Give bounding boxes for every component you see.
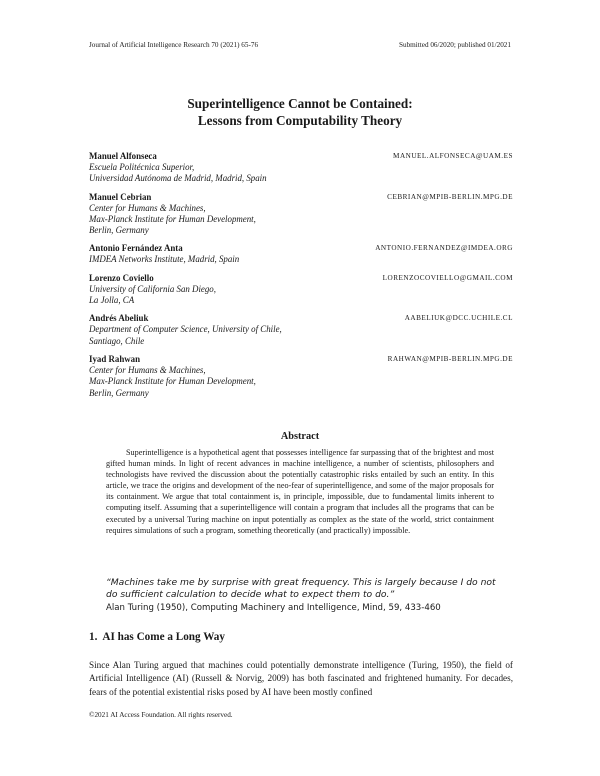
author-email: CEBRIAN@MPIB-BERLIN.MPG.DE [387,192,513,201]
author-block [89,242,513,265]
epigraph-citation: Alan Turing (1950), Computing Machinery and Intelligence, Mind, 59, 433-460 [106,602,441,613]
author-affiliation: Universidad Autónoma de Madrid, Madrid, Spain [89,173,267,184]
author-block [89,272,513,307]
section-heading [89,631,225,643]
epigraph [106,577,506,614]
abstract-heading: Abstract [280,431,320,442]
section-title: AI has Come a Long Way [102,631,225,643]
author-block [89,353,513,399]
author-list [89,150,513,405]
author-email: ANTONIO.FERNANDEZ@IMDEA.ORG [375,244,513,253]
journal-citation: Journal of Artificial Intelligence Research 70 (2021) 65-76 [89,41,259,49]
section-number: 1. [89,631,98,643]
author-name: Antonio Fernández Anta [89,243,183,254]
running-header [89,41,511,49]
author-email: AABELIUK@DCC.UCHILE.CL [404,314,513,323]
epigraph-quote: “Machines take me by surprise with great frequency. This is largely because I do not do sufficient calculation to decide what to expect them to do.” [106,577,496,601]
author-affiliation: Department of Computer Science, University of Chile, [89,324,282,335]
author-affiliation: IMDEA Networks Institute, Madrid, Spain [89,254,240,265]
author-name: Manuel Alfonseca [89,151,157,161]
author-affiliation: Escuela Politécnica Superior, [89,162,195,172]
author-block [89,191,513,237]
title-line-2: Lessons from Computability Theory [197,113,403,128]
author-affiliation: La Jolla, CA [89,295,135,306]
author-name: Lorenzo Coviello [89,272,154,283]
author-affiliation: Max-Planck Institute for Human Development, [89,213,256,224]
author-affiliation: Berlin, Germany [89,387,149,398]
author-affiliation: Center for Humans & Machines, [89,202,206,213]
author-email: RAHWAN@MPIB-BERLIN.MPG.DE [387,354,513,363]
author-name: Iyad Rahwan [89,353,141,364]
author-email: MANUEL.ALFONSECA@UAM.ES [393,152,513,160]
abstract-text: Superintelligence is a hypothetical agent that possesses intelligence far surpassing that of the brightest and most gifted human minds. In light of recent advances in machine intelligence, a number of scientists, philosophers and technologists have revived the discussion about the potentially catastrophic risks entailed by such an entity. In this article, we trace the origins and development of the neo-fear of superintelligence, and some of the major proposals for its containment. We argue that total containment is, in principle, impossible, due to fundamental limits inherent to computing itself. Assuming that a superintelligence will contain a program that includes all the programs that can be executed by a universal Turing machine on input potentially as complex as the state of the world, strict containment requires simulations of such a program, something theoretically (and practically) impossible. [106,448,494,535]
paper-title [0,95,600,129]
author-email: LORENZOCOVIELLO@GMAIL.COM [382,273,513,282]
section-body: Since Alan Turing argued that machines could potentially demonstrate intelligence (Turing, 1950), the field of Artificial Intelligence (AI) (Russell & Norvig, 2009) has both fascinated and frightened humanity. For decades, fears of the potential existential risks posed by AI have been mostly confined [89,660,513,697]
copyright-footer: ©2021 AI Access Foundation. All rights reserved. [89,711,233,719]
author-name: Manuel Cebrian [89,191,152,202]
title-line-1: Superintelligence Cannot be Contained: [187,96,413,111]
author-block [89,312,513,347]
author-block [89,150,513,185]
author-affiliation: University of California San Diego, [89,283,216,294]
author-name: Andrés Abeliuk [89,313,149,324]
submission-dates: Submitted 06/2020; published 01/2021 [398,41,511,49]
author-affiliation: Berlin, Germany [89,225,149,236]
author-affiliation: Center for Humans & Machines, [89,364,206,375]
author-affiliation: Santiago, Chile [89,335,145,346]
author-affiliation: Max-Planck Institute for Human Development, [89,376,256,387]
